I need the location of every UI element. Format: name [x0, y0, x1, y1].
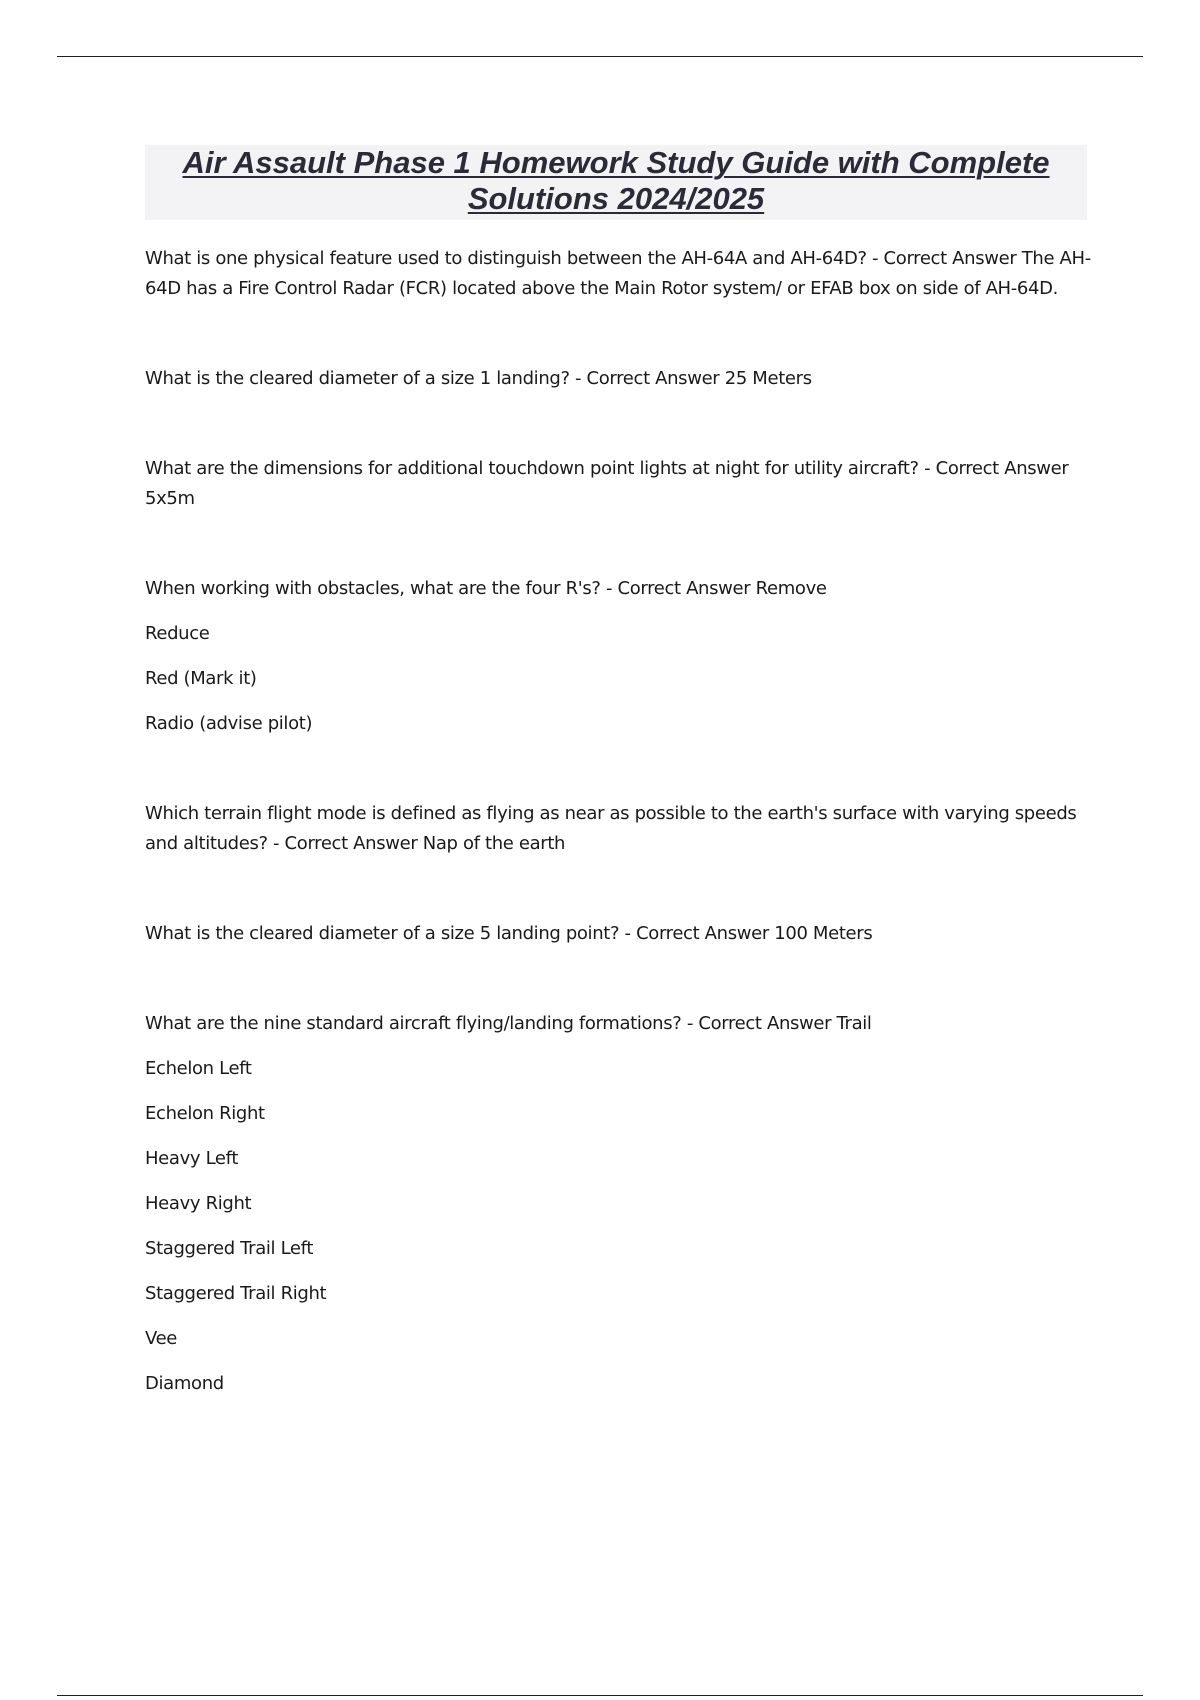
title-line-2: Solutions 2024/2025: [467, 181, 765, 216]
answer-line: Radio (advise pilot): [145, 713, 313, 734]
answer-line: Staggered Trail Left: [145, 1238, 314, 1259]
question-3: What are the dimensions for additional touchdown point lights at night for utility aircraft? - Correct Answer 5x5m: [145, 458, 1069, 509]
answer-line: Diamond: [145, 1373, 224, 1394]
answer-line: Vee: [145, 1328, 178, 1349]
title-line-1: Air Assault Phase 1 Homework Study Guide with Complete: [182, 145, 1050, 180]
document-title: [145, 145, 1087, 217]
answer-line: Echelon Left: [145, 1058, 252, 1079]
answer-line: Reduce: [145, 623, 210, 644]
footer-rule: [57, 1695, 1143, 1696]
question-5: Which terrain flight mode is defined as flying as near as possible to the earth's surface with varying speeds and altitudes? - Correct Answer Nap of the earth: [145, 803, 1077, 854]
question-2: What is the cleared diameter of a size 1 landing? - Correct Answer 25 Meters: [145, 368, 812, 389]
question-6: What is the cleared diameter of a size 5 landing point? - Correct Answer 100 Meters: [145, 923, 873, 944]
question-1: What is one physical feature used to distinguish between the AH-64A and AH-64D? - Correct Answer The AH-64D has a Fire Control Radar (FCR) located above the Main Rotor system/ or EFAB box on side of AH-64D.: [145, 248, 1091, 299]
answer-line: Staggered Trail Right: [145, 1283, 327, 1304]
question-4: When working with obstacles, what are the four R's? - Correct Answer Remove: [145, 578, 827, 599]
header-rule: [57, 56, 1143, 57]
answer-line: Heavy Right: [145, 1193, 252, 1214]
answer-line: Heavy Left: [145, 1148, 239, 1169]
question-7: What are the nine standard aircraft flying/landing formations? - Correct Answer Trail: [145, 1013, 872, 1034]
answer-line: Echelon Right: [145, 1103, 265, 1124]
title-banner: [145, 145, 1087, 220]
document-body: [145, 244, 1095, 1399]
answer-line: Red (Mark it): [145, 668, 257, 689]
